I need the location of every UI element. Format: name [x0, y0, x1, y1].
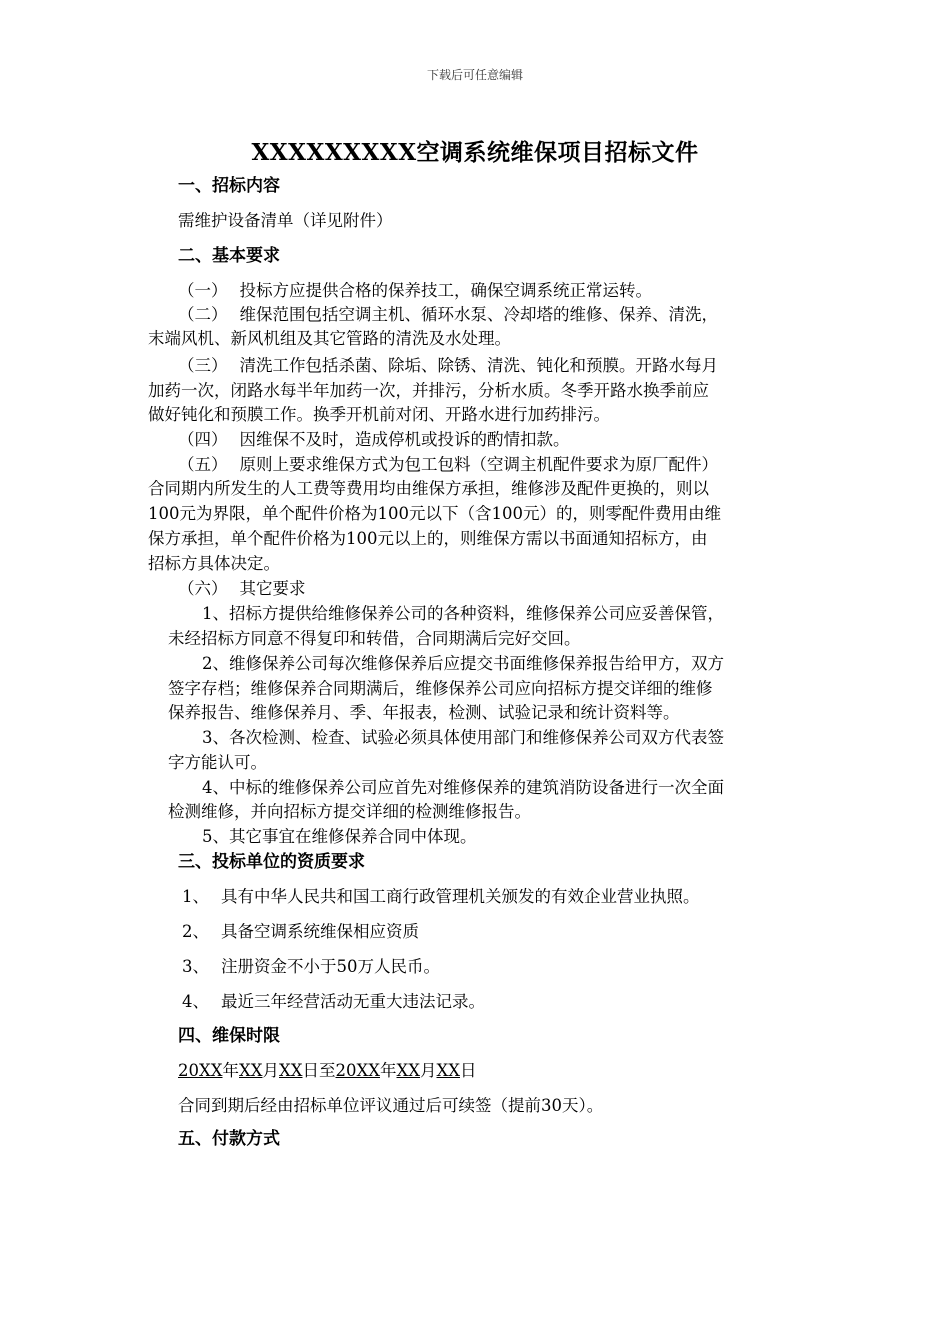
item-text: 维保范围包括空调主机、循环水泵、冷却塔的维修、保养、清洗， [239, 305, 718, 324]
end-year: 20XX [335, 1061, 380, 1080]
start-month: XX [239, 1061, 263, 1080]
item-text: 因维保不及时，造成停机或投诉的酌情扣款。 [239, 430, 570, 449]
sub-item-2-cont: 保养报告、维修保养月、季、年报表，检测、试验记录和统计资料等。 [168, 703, 680, 722]
end-month: XX [396, 1061, 420, 1080]
requirement-item-1 [178, 281, 810, 301]
header-note: 下载后可任意编辑 [426, 68, 523, 82]
maintenance-period [178, 1061, 810, 1081]
month-unit: 月 [420, 1061, 437, 1080]
qualification-item-4 [182, 992, 810, 1012]
document-title: XXXXXXXXX空调系统维保项目招标文件 [251, 139, 699, 166]
requirement-item-4 [178, 430, 810, 450]
section-4-heading: 四、维保时限 [178, 1026, 280, 1046]
sub-item-1-cont: 未经招标方同意不得复印和转借，合同期满后完好交回。 [168, 629, 581, 648]
item-number: 3、 [182, 957, 209, 976]
item-number: 1、 [182, 887, 209, 906]
item-text-line: 加药一次，闭路水每半年加药一次，并排污，分析水质。冬季开路水换季前应 [148, 381, 709, 400]
day-unit: 日 [460, 1061, 477, 1080]
year-unit: 年 [222, 1061, 239, 1080]
item-text-line: 100元为界限，单个配件价格为100元以下（含100元）的，则零配件费用由维 [148, 504, 721, 523]
item-number: （三） [178, 356, 228, 375]
section-1-heading: 一、招标内容 [178, 176, 280, 196]
sub-item-4-cont: 检测维修，并向招标方提交详细的检测维修报告。 [168, 802, 531, 821]
item-text: 原则上要求维保方式为包工包料（空调主机配件要求为原厂配件） [239, 455, 718, 474]
sub-item-3-cont: 字方能认可。 [168, 753, 267, 772]
month-unit: 月 [262, 1061, 279, 1080]
start-day: XX [279, 1061, 303, 1080]
qualification-item-2 [182, 922, 810, 942]
item-text: 其它要求 [239, 579, 306, 598]
item-number: （一） [178, 281, 228, 300]
item-text: 清洗工作包括杀菌、除垢、除锈、清洗、钝化和预膜。开路水每月 [239, 356, 718, 375]
section-5-heading: 五、付款方式 [178, 1129, 280, 1149]
item-number: （四） [178, 430, 228, 449]
item-text-line: 做好钝化和预膜工作。换季开机前对闭、开路水进行加药排污。 [148, 405, 610, 424]
item-number: （六） [178, 579, 228, 598]
sub-item-2: 2、维修保养公司每次维修保养后应提交书面维修保养报告给甲方，双方 [202, 654, 724, 673]
sub-item-2-cont: 签字存档；维修保养合同期满后，维修保养公司应向招标方提交详细的维修 [168, 679, 713, 698]
item-number: 2、 [182, 922, 209, 941]
requirement-item-5 [178, 455, 810, 475]
section-1-content: 需维护设备清单（详见附件） [178, 211, 393, 230]
sub-item-5: 5、其它事宜在维修保养合同中体现。 [202, 827, 477, 846]
item-number: 4、 [182, 992, 209, 1011]
item-number: （二） [178, 305, 228, 324]
item-text-line: 末端风机、新风机组及其它管路的清洗及水处理。 [148, 329, 511, 348]
item-number: （五） [178, 455, 228, 474]
sub-item-1: 1、招标方提供给维修保养公司的各种资料，维修保养公司应妥善保管， [202, 604, 724, 623]
sub-item-3: 3、各次检测、检查、试验必须具体使用部门和维修保养公司双方代表签 [202, 728, 724, 747]
item-text-line: 招标方具体决定。 [148, 554, 280, 573]
item-text: 投标方应提供合格的保养技工，确保空调系统正常运转。 [239, 281, 652, 300]
start-year: 20XX [178, 1061, 223, 1080]
item-text: 注册资金不小于50万人民币。 [221, 957, 440, 976]
requirement-item-6 [178, 579, 810, 599]
item-text-line: 合同期内所发生的人工费等费用均由维保方承担，维修涉及配件更换的，则以 [148, 479, 709, 498]
qualification-item-3 [182, 957, 810, 977]
item-text: 具有中华人民共和国工商行政管理机关颁发的有效企业营业执照。 [221, 887, 700, 906]
section-2-heading: 二、基本要求 [178, 246, 280, 266]
item-text: 最近三年经营活动无重大违法记录。 [221, 992, 485, 1011]
day-to-unit: 日至 [302, 1061, 336, 1080]
qualification-item-1 [182, 887, 810, 907]
year-unit: 年 [380, 1061, 397, 1080]
item-text-line: 保方承担，单个配件价格为100元以上的，则维保方需以书面通知招标方，由 [148, 529, 708, 548]
end-day: XX [436, 1061, 460, 1080]
item-text: 具备空调系统维保相应资质 [221, 922, 419, 941]
section-3-heading: 三、投标单位的资质要求 [178, 852, 365, 872]
requirement-item-2 [178, 305, 810, 325]
sub-item-4: 4、中标的维修保养公司应首先对维修保养的建筑消防设备进行一次全面 [202, 778, 724, 797]
renewal-note: 合同到期后经由招标单位评议通过后可续签（提前30天）。 [178, 1096, 604, 1115]
requirement-item-3 [178, 356, 810, 376]
